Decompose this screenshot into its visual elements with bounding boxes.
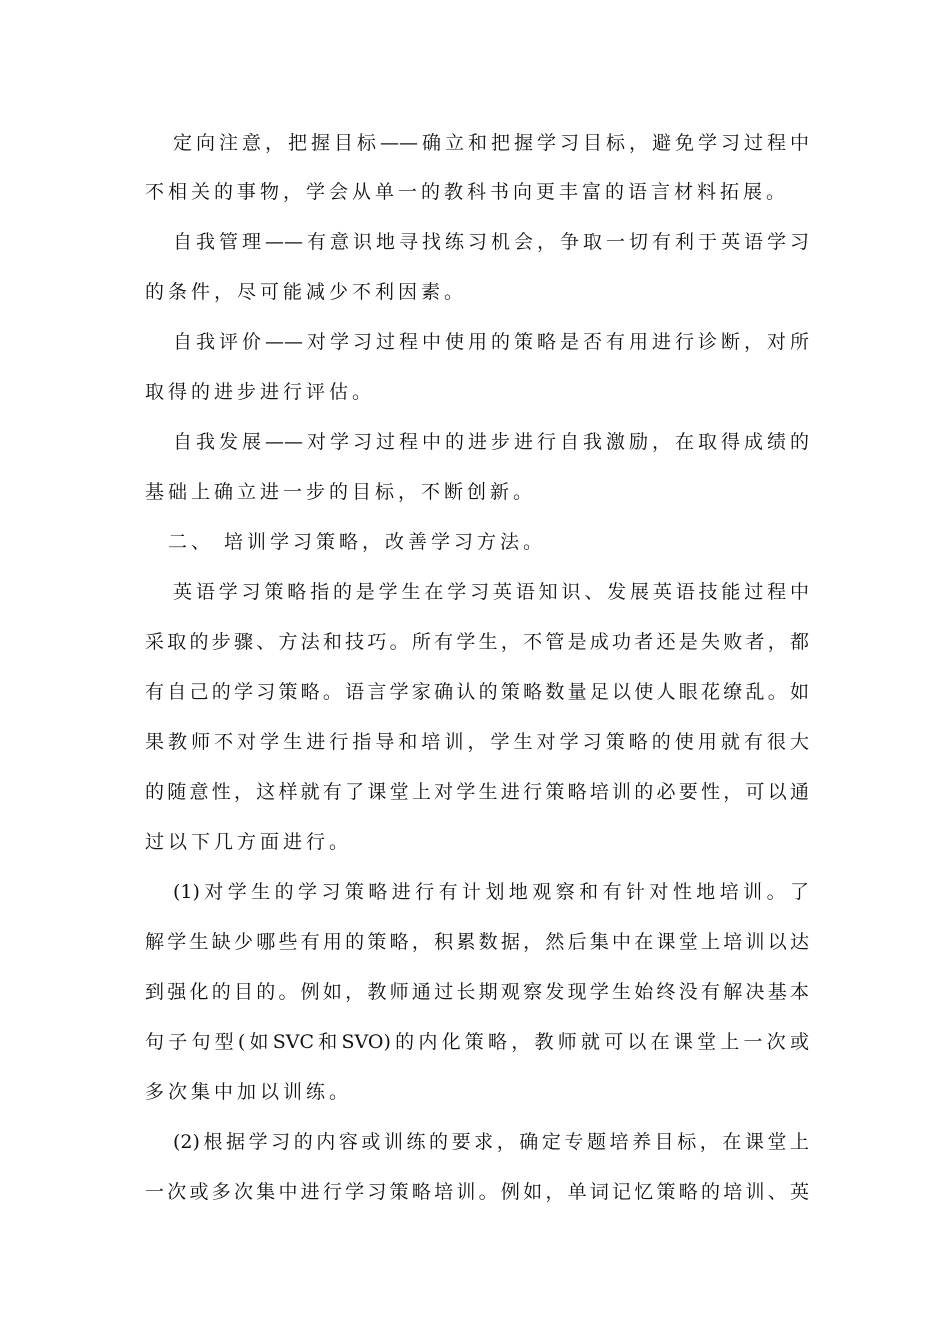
paragraph-6-line-6: 过以下几方面进行。 <box>145 831 353 853</box>
paragraph-6-line-5: 的随意性，这样就有了课堂上对学生进行策略培训的必要性，可以通 <box>145 781 809 803</box>
paragraph-8-line-2: 一次或多次集中进行学习策略培训。例如，单词记忆策略的培训、英 <box>145 1181 809 1203</box>
paragraph-7-line-1: (1)对学生的学习策略进行有计划地观察和有针对性地培训。了 <box>173 881 809 903</box>
paragraph-8-line-1: (2)根据学习的内容或训练的要求，确定专题培养目标，在课堂上 <box>173 1131 809 1153</box>
section-heading: 二、 培训学习策略，改善学习方法。 <box>168 531 547 553</box>
paragraph-3-line-2: 取得的进步进行评估。 <box>145 381 376 403</box>
paragraph-2-line-1: 自我管理——有意识地寻找练习机会，争取一切有利于英语学习 <box>173 231 809 253</box>
paragraph-6-line-3: 有自己的学习策略。语言学家确认的策略数量足以使人眼花缭乱。如 <box>145 681 809 703</box>
paragraph-6-line-4: 果教师不对学生进行指导和培训，学生对学习策略的使用就有很大 <box>145 731 809 753</box>
paragraph-1-line-2: 不相关的事物，学会从单一的教科书向更丰富的语言材料拓展。 <box>145 181 790 203</box>
paragraph-6-line-2: 采取的步骤、方法和技巧。所有学生，不管是成功者还是失败者，都 <box>145 631 809 653</box>
paragraph-1-line-1: 定向注意，把握目标——确立和把握学习目标，避免学习过程中 <box>173 132 809 154</box>
paragraph-3-line-1: 自我评价——对学习过程中使用的策略是否有用进行诊断，对所 <box>173 331 809 353</box>
paragraph-7-line-4: 句子句型(如SVC和SVO)的内化策略，教师就可以在课堂上一次或 <box>145 1031 809 1053</box>
paragraph-2-line-2: 的条件，尽可能减少不利因素。 <box>145 281 468 303</box>
paragraph-7-line-3: 到强化的目的。例如，教师通过长期观察发现学生始终没有解决基本 <box>145 981 809 1003</box>
paragraph-6-line-1: 英语学习策略指的是学生在学习英语知识、发展英语技能过程中 <box>173 581 809 603</box>
paragraph-4-line-2: 基础上确立进一步的目标，不断创新。 <box>145 481 537 503</box>
paragraph-4-line-1: 自我发展——对学习过程中的进步进行自我激励，在取得成绩的 <box>173 431 809 453</box>
paragraph-7-line-2: 解学生缺少哪些有用的策略，积累数据，然后集中在课堂上培训以达 <box>145 931 809 953</box>
paragraph-7-line-5: 多次集中加以训练。 <box>145 1081 353 1103</box>
